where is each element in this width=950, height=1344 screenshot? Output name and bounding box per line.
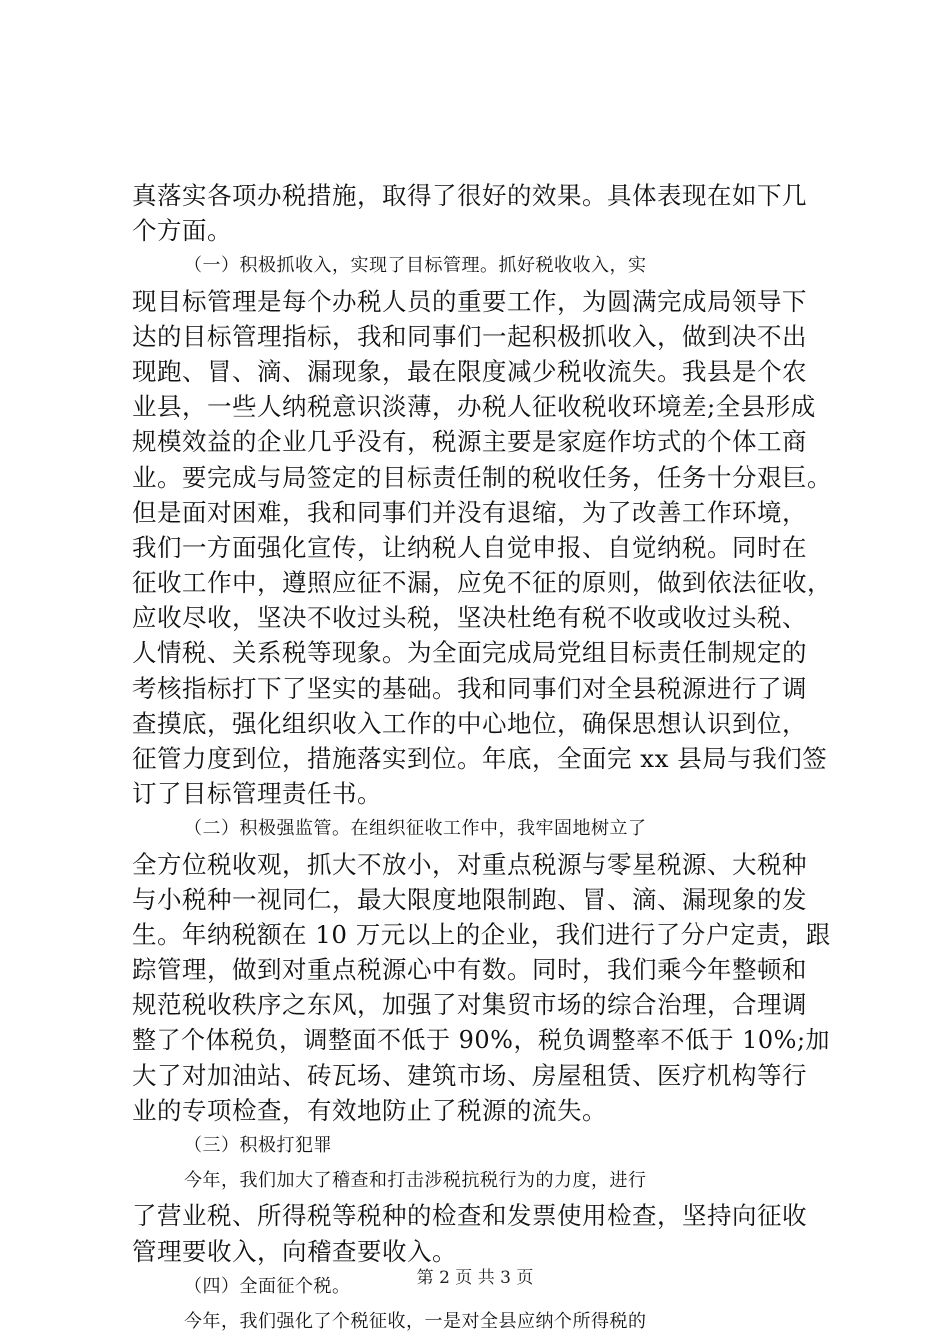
text-line: 生。年纳税额在 10 万元以上的企业，我们进行了分户定责，跟 bbox=[132, 919, 831, 949]
text-line: 人情税、关系税等现象。为全面完成局党组目标责任制规定的 bbox=[132, 638, 807, 668]
text-line: （三）积极打犯罪 bbox=[184, 1135, 332, 1157]
text-line: 与小税种一视同仁，最大限度地限制跑、冒、滴、漏现象的发 bbox=[132, 884, 807, 914]
text-line: 今年，我们加大了稽查和打击涉税抗税行为的力度，进行 bbox=[184, 1170, 647, 1192]
text-line: 踪管理，做到对重点税源心中有数。同时，我们乘今年整顿和 bbox=[132, 955, 807, 985]
text-line: 规范税收秩序之东风，加强了对集贸市场的综合治理，合理调 bbox=[132, 990, 807, 1020]
text-line: 真落实各项办税措施，取得了很好的效果。具体表现在如下几 bbox=[132, 181, 807, 210]
text-line: 现目标管理是每个办税人员的重要工作，为圆满完成局领导下 bbox=[132, 286, 807, 316]
text-line: 考核指标打下了坚实的基础。我和同事们对全县税源进行了调 bbox=[132, 673, 807, 703]
text-line: （四）全面征个税。 bbox=[184, 1275, 351, 1297]
text-line: 整了个体税负，调整面不低于 90%，税负调整率不低于 10%;加 bbox=[132, 1025, 831, 1054]
text-line: 管理要收入，向稽查要收入。 bbox=[132, 1236, 457, 1266]
text-line: 征管力度到位，措施落实到位。年底，全面完 xx 县局与我们签 bbox=[132, 744, 828, 773]
text-line: 应收尽收，坚决不收过头税，坚决杜绝有税不收或收过头税、 bbox=[132, 603, 807, 633]
text-line: 业的专项检查，有效地防止了税源的流失。 bbox=[132, 1095, 607, 1125]
text-line: 业。要完成与局签定的目标责任制的税收任务，任务十分艰巨。 bbox=[132, 462, 832, 492]
text-line: 查摸底，强化组织收入工作的中心地位，确保思想认识到位， bbox=[132, 708, 807, 738]
text-line: 征收工作中，遵照应征不漏，应免不征的原则，做到依法征收， bbox=[132, 568, 832, 598]
text-line: 了营业税、所得税等税种的检查和发票使用检查，坚持向征收 bbox=[132, 1201, 807, 1231]
text-line: 但是面对困难，我和同事们并没有退缩，为了改善工作环境， bbox=[132, 497, 807, 527]
text-line: 今年，我们强化了个税征收，一是对全县应纳个所得税的 bbox=[184, 1311, 647, 1332]
text-line: 规模效益的企业几乎没有，税源主要是家庭作坊式的个体工商 bbox=[132, 427, 807, 457]
text-line: 现跑、冒、滴、漏现象，最在限度减少税收流失。我县是个农 bbox=[132, 356, 807, 386]
text-line: 订了目标管理责任书。 bbox=[132, 779, 382, 809]
text-line: 业县，一些人纳税意识淡薄，办税人征收税收环境差;全县形成 bbox=[132, 392, 816, 422]
text-line: 个方面。 bbox=[132, 216, 232, 246]
text-line: 我们一方面强化宣传，让纳税人自觉申报、自觉纳税。同时在 bbox=[132, 532, 807, 562]
text-line: 全方位税收观，抓大不放小，对重点税源与零星税源、大税种 bbox=[132, 849, 807, 879]
text-line: （二）积极强监管。在组织征收工作中，我牢固地树立了 bbox=[184, 818, 647, 840]
text-line: 达的目标管理指标，我和同事们一起积极抓收入，做到决不出 bbox=[132, 321, 807, 351]
page-footer: 第 2 页 共 3 页 bbox=[416, 1268, 534, 1288]
text-line: （一）积极抓收入，实现了目标管理。抓好税收收入，实 bbox=[184, 255, 647, 277]
text-line: 大了对加油站、砖瓦场、建筑市场、房屋租赁、医疗机构等行 bbox=[132, 1060, 807, 1090]
document-body bbox=[132, 178, 832, 1339]
